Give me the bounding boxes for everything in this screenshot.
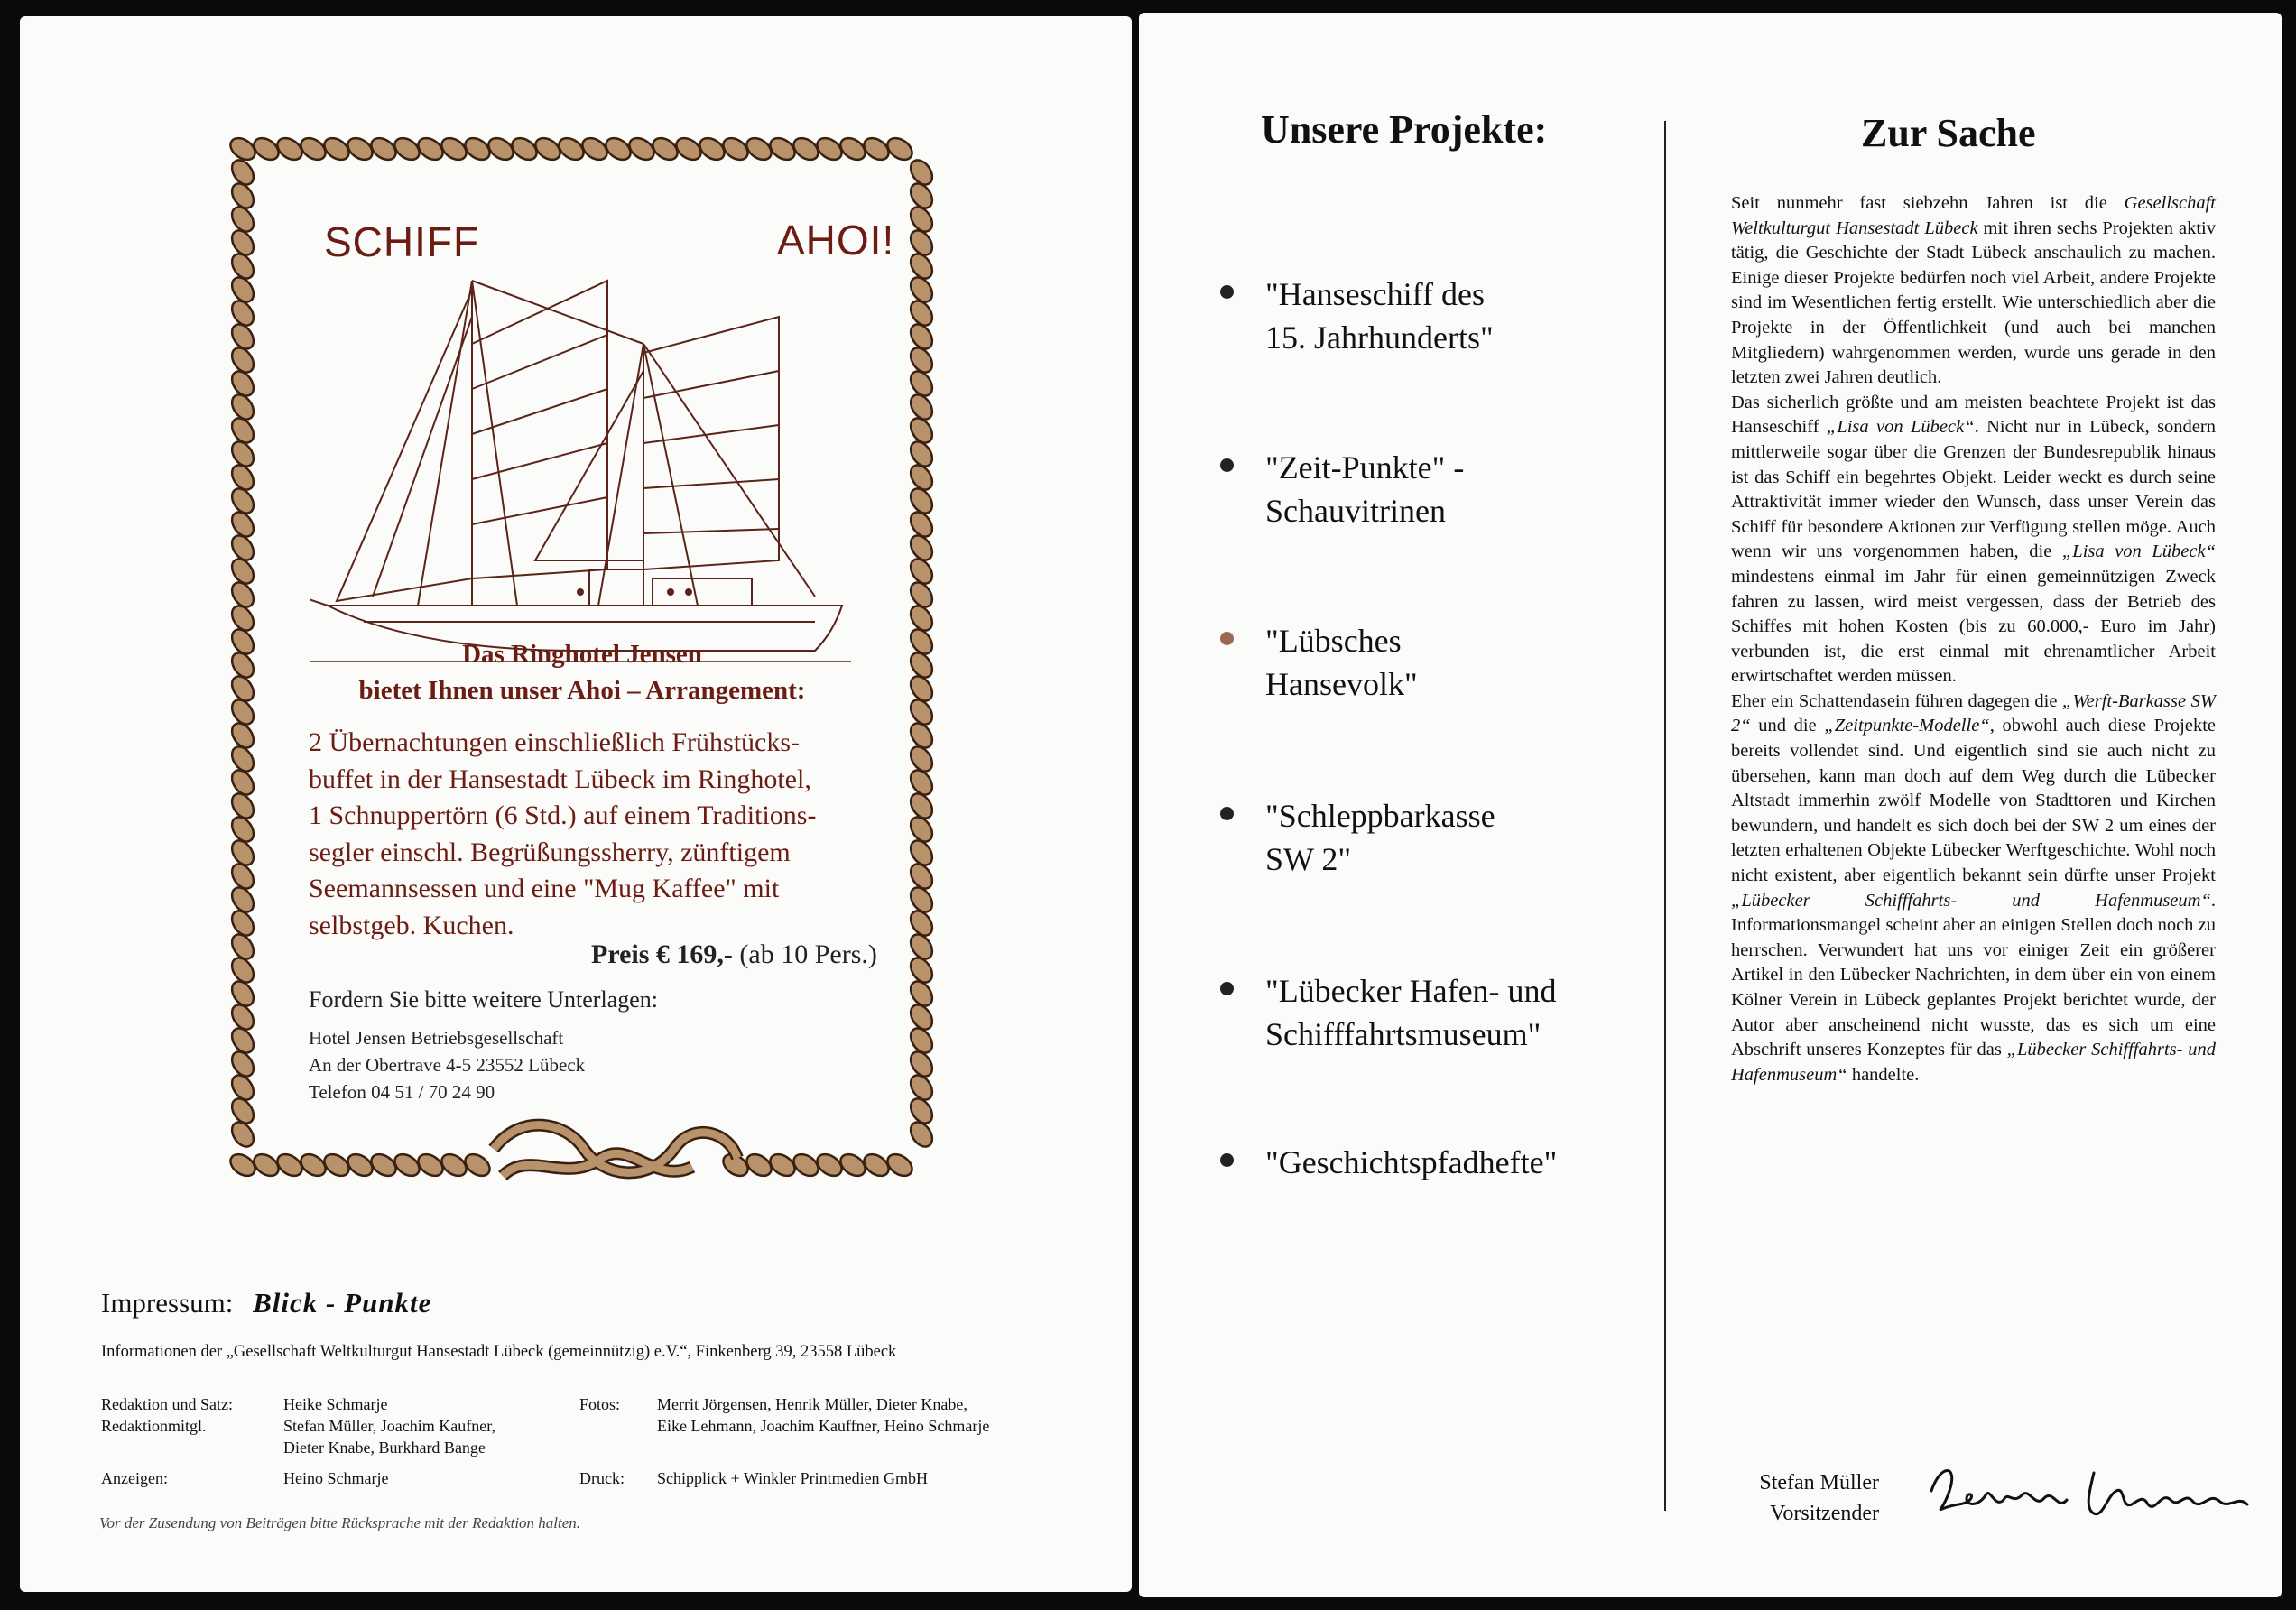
article-text: . Nicht nur in Lübeck, sondern mittlerweile sogar über die Grenzen der Bundesrepublik hinaus ist das Schiff ein begehrtes Objekt. Leider weckt es durch seine Attraktivität immer wieder den Wunsch, dass unser Verein das Schiff für besondere Aktionen zur Verfügung stellen möge. Auch wenn wir uns vorgenommen haben, die	[1731, 417, 2216, 562]
ad-more-info: Fordern Sie bitte weitere Unterlagen:	[309, 986, 658, 1013]
ad-hotel-line: Das Ringhotel Jensen	[462, 640, 702, 669]
ad-hotel-title	[277, 636, 887, 708]
right-page	[1139, 13, 2282, 1597]
projects-heading: Unsere Projekte:	[1261, 107, 1548, 152]
impressum-value: Heike Schmarje	[283, 1395, 388, 1413]
handwritten-signature	[1922, 1455, 2283, 1536]
article-body	[1731, 191, 2216, 1087]
project-item	[1265, 619, 1418, 706]
article-text: mindestens einmal im Jahr für einen gemeinnützigen Zweck fahren zu lassen, wird meist vergessen, dass der Betrieb des Schiffes mit hohen Kosten (bis zu 60.000,- Euro im Jahr) verbunden ist, die erst einmal mit ehrenamtlicher Arbeit erwirtschaftet werden müssen.	[1731, 566, 2216, 687]
bullet-icon	[1220, 285, 1234, 299]
impressum-value: Schipplick + Winkler Printmedien GmbH	[657, 1469, 929, 1487]
impressum-label: Redaktionmitgl.	[101, 1417, 207, 1435]
article-text: , obwohl auch diese Projekte bereits vollendet sind. Und eigentlich sind sie auch nicht zu übersehen, kann man doch auf dem Weg durch die Lübecker Altstadt immerhin zwölf Modelle von Stadttoren und Kirchen bewundern, und handelt es sich doch bei der SW 2 um eines der letzten erhaltenen Objekte Lübecker Werftgeschichte. Wohl noch nicht existent, aber eigentlich bekannt sein dürfte unser Projekt	[1731, 716, 2216, 886]
project-line: "Geschichtspfadhefte"	[1265, 1144, 1558, 1180]
article-text: Seit nunmehr fast siebzehn Jahren ist die	[1731, 193, 2125, 213]
article-text: handelte.	[1847, 1064, 1920, 1085]
impressum-value: Dieter Knabe, Burkhard Bange	[283, 1439, 486, 1457]
impressum-label: Fotos:	[579, 1395, 621, 1413]
rope-link	[461, 1150, 494, 1180]
rope-link	[884, 134, 916, 164]
project-line: "Zeit-Punkte" -	[1265, 449, 1465, 486]
ad-headline-ahoi: AHOI!	[777, 217, 895, 264]
project-line: "Schleppbarkasse	[1265, 798, 1495, 834]
article-emphasis: Gesellschaft Weltkulturgut Hansestadt Lübeck	[1731, 193, 2216, 238]
ad-offer-line: 2 Übernachtungen einschließlich Frühstücks-	[309, 727, 801, 757]
article-text: und die	[1750, 716, 1825, 736]
ad-hotel-line: bietet Ihnen unser Ahoi – Arrangement:	[358, 676, 806, 705]
project-item	[1265, 446, 1464, 532]
article-emphasis: „Lübecker Schifffahrts- und Hafenmuseum“	[1731, 890, 2211, 911]
impressum-value: Heino Schmarje	[283, 1469, 389, 1487]
article-emphasis: „Lübecker Schifffahrts- und Hafenmuseum“	[1731, 1040, 2216, 1085]
bullet-icon	[1220, 458, 1234, 472]
ad-address	[309, 1024, 585, 1106]
bullet-icon	[1220, 807, 1234, 820]
signer-role: Vorsitzender	[1770, 1502, 1879, 1525]
bullet-icon	[1220, 1153, 1234, 1167]
project-item	[1265, 1141, 1557, 1184]
article-paragraph	[1731, 191, 2216, 391]
rope-link	[906, 1118, 937, 1151]
project-line: SW 2"	[1265, 841, 1352, 877]
project-line: Hansevolk"	[1265, 666, 1418, 702]
project-item	[1265, 273, 1494, 359]
article-emphasis: „Lisa von Lübeck“	[1826, 417, 1975, 438]
project-line: 15. Jahrhunderts"	[1265, 319, 1494, 356]
article-heading: Zur Sache	[1861, 111, 2036, 155]
article-paragraph	[1731, 689, 2216, 1088]
bullet-icon	[1220, 982, 1234, 995]
project-item	[1265, 794, 1495, 881]
ad-offer-line: buffet in der Hansestadt Lübeck im Ringhotel,	[309, 763, 811, 794]
ad-address-line: An der Obertrave 4-5 23552 Lübeck	[309, 1054, 586, 1076]
ad-price	[591, 939, 877, 970]
project-line: "Lübsches	[1265, 623, 1402, 659]
project-line: "Hanseschiff des	[1265, 276, 1485, 312]
rope-link	[884, 1150, 916, 1180]
rope-knot	[494, 1125, 737, 1176]
signer-name: Stefan Müller	[1759, 1471, 1879, 1494]
ad-address-line: Hotel Jensen Betriebsgesellschaft	[309, 1027, 564, 1049]
ad-offer-line: selbstgeb. Kuchen.	[309, 910, 514, 940]
impressum-info: Informationen der „Gesellschaft Weltkulturgut Hansestadt Lübeck (gemeinnützig) e.V.“, Finkenberg 39, 23558 Lübeck	[101, 1343, 897, 1361]
ad-offer-line: 1 Schnuppertörn (6 Std.) auf einem Traditions-	[309, 800, 817, 830]
impressum-title	[101, 1287, 431, 1319]
article-paragraph	[1731, 391, 2216, 689]
publication-name: Blick - Punkte	[253, 1287, 432, 1319]
article-emphasis: „Lisa von Lübeck“	[2061, 541, 2216, 562]
bullet-icon	[1220, 632, 1234, 645]
ad-headline-schiff: SCHIFF	[324, 218, 480, 265]
ad-offer-line: Seemannsessen und eine "Mug Kaffee" mit	[309, 874, 780, 903]
impressum-label: Anzeigen:	[101, 1469, 168, 1487]
project-line: Schauvitrinen	[1265, 493, 1446, 529]
article-text: mit ihren sechs Projekten aktiv tätig, die Geschichte der Stadt Lübeck anschaulich zu machen. Einige dieser Projekte bedürfen noch viel Arbeit, andere Projekte sind im Wesentlichen fertig erstellt. Wie unterschiedlich aber die Projekte in der Öffentlichkeit (und auch bei manchen Mitgliedern) wahrgenommen werden, wurde uns gerade in den letzten zwei Jahren deutlich.	[1731, 217, 2216, 388]
impressum-value: Merrit Jörgensen, Henrik Müller, Dieter Knabe,	[657, 1395, 967, 1413]
article-emphasis: „Werft-Barkasse SW 2“	[1731, 690, 2216, 736]
ad-offer-line: segler einschl. Begrüßungssherry, zünftigem	[309, 837, 791, 867]
article-text: Das sicherlich größte und am meisten beachtete Projekt ist das Hanseschiff	[1731, 392, 2216, 438]
impressum-label: Redaktion und Satz:	[101, 1395, 233, 1413]
article-text: . Informationsmangel scheint aber an einigen Stellen doch noch zu herrschen. Verwundert hat uns vor einiger Zeit ein größerer Artikel in den Lübecker Nachrichten, in dem über ein von einem Kölner Verein in Lübeck geplantes Projekt berichtet wurde, der Autor aber anscheinend nicht wusste, das es sich um eine Abschrift unseres Konzeptes für das	[1731, 890, 2216, 1060]
impressum-label: Impressum:	[101, 1287, 234, 1319]
left-page	[20, 16, 1132, 1592]
column-divider	[1664, 121, 1666, 1511]
impressum-value: Stefan Müller, Joachim Kaufner,	[283, 1417, 495, 1435]
ad-price-note: (ab 10 Pers.)	[739, 939, 877, 969]
impressum-note: Vor der Zusendung von Beiträgen bitte Rücksprache mit der Redaktion halten.	[99, 1514, 581, 1531]
project-line: Schifffahrtsmuseum"	[1265, 1016, 1541, 1052]
ad-address-line: Telefon 04 51 / 70 24 90	[309, 1081, 495, 1103]
hotel-advertisement	[223, 129, 941, 1185]
signer-block	[1735, 1467, 1879, 1529]
impressum-value: Eike Lehmann, Joachim Kauffner, Heino Schmarje	[657, 1417, 990, 1435]
article-emphasis: „Zeitpunkte-Modelle“	[1824, 716, 1990, 736]
project-line: "Lübecker Hafen- und	[1265, 973, 1557, 1009]
ad-price-value: Preis € 169,-	[591, 939, 733, 969]
ad-offer-text	[309, 725, 886, 944]
article-text: Eher ein Schattendasein führen dagegen die	[1731, 690, 2063, 711]
project-item	[1265, 969, 1557, 1056]
impressum-label: Druck:	[579, 1469, 625, 1487]
rope-link	[227, 1118, 258, 1151]
